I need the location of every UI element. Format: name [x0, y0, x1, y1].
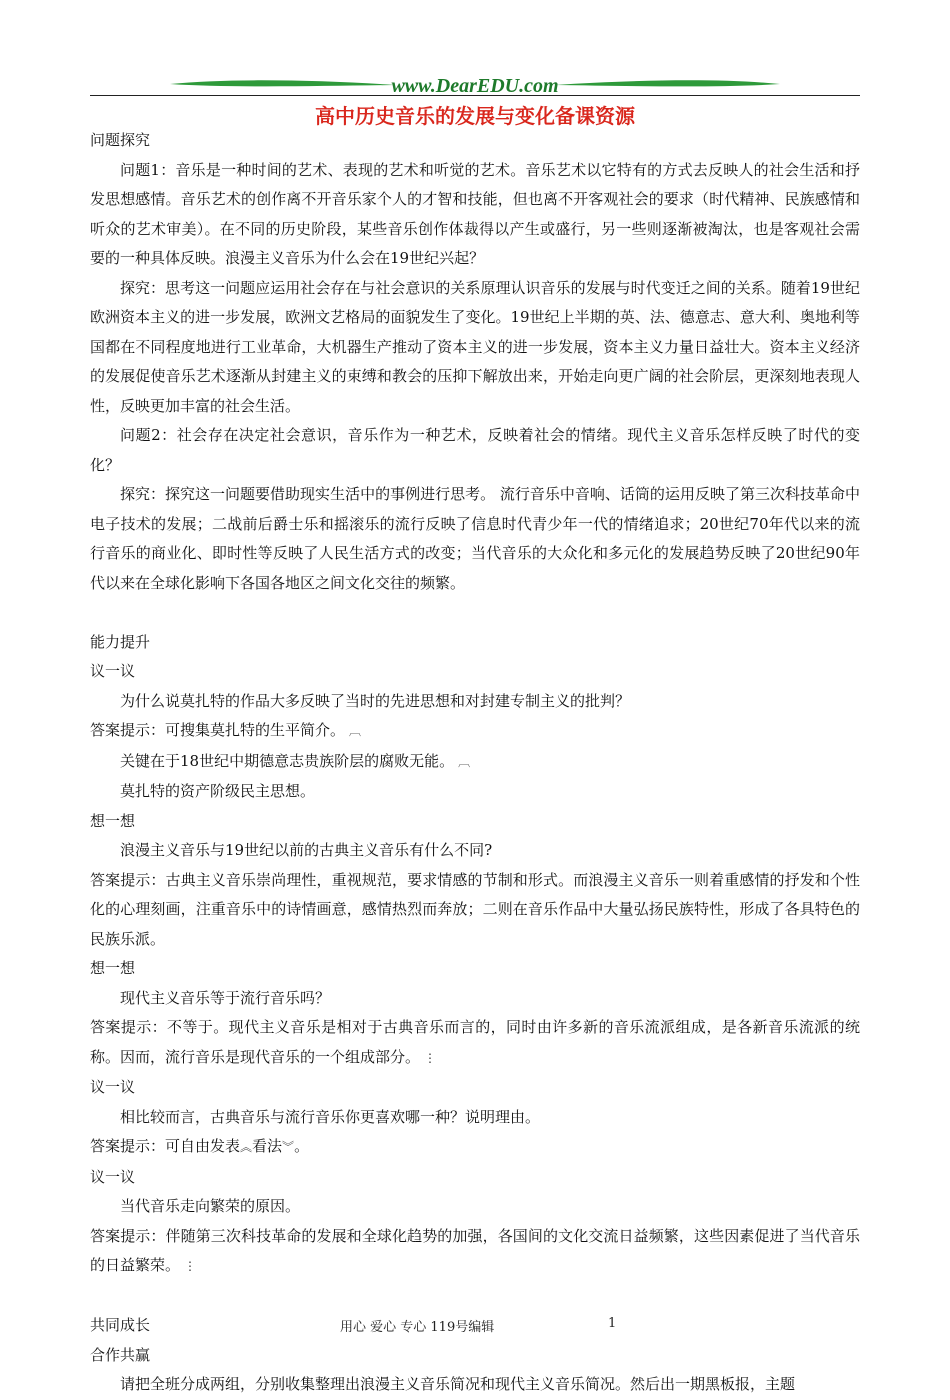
answer-text: 。: [294, 1137, 310, 1155]
block-label: 议一议: [90, 662, 136, 680]
section-subheading: 合作共赢: [90, 1345, 151, 1364]
block-answer: 答案提示：古典主义音乐崇尚理性，重视规范，要求情感的节制和形式。而浪漫主义音乐一则着重感情的抒发和个性化的心理刻画，注重音乐中的诗情画意，感情热烈而奔放；二则在音乐作品中大量弘扬民族特性，形成了各具特色的民族乐派。: [90, 870, 860, 948]
logo-swoosh-right: [555, 80, 780, 86]
block-label: 议一议: [90, 1167, 136, 1186]
dearedu-logo: [170, 70, 780, 102]
spacer: [90, 1282, 860, 1312]
chevron-down-icon: ︾: [282, 1140, 295, 1154]
block-question: 当代音乐走向繁荣的原因。: [120, 1197, 301, 1215]
vertical-dots-icon: ⋮: [424, 1050, 437, 1065]
block-answer: [90, 1013, 860, 1073]
block-label: 想一想: [90, 959, 136, 977]
block-label: 想一想: [90, 811, 136, 830]
header-rule: [90, 95, 860, 96]
section-text: 请把全班分成两组，分别收集整理出浪漫主义音乐简况和现代主义音乐简况。然后出一期黑板报，主题: [120, 1375, 796, 1393]
block-answer: [90, 716, 860, 747]
question-2: 问题2：社会存在决定社会意识，音乐作为一种艺术，反映着社会的情绪。现代主义音乐怎样反映了时代的变化？: [90, 426, 860, 474]
section-heading-inquiry: 问题探究: [90, 131, 151, 149]
question-1: 问题1：音乐是一种时间的艺术、表现的艺术和听觉的艺术。音乐艺术以它特有的方式去反映人的社会生活和抒发思想感情。音乐艺术的创作离不开音乐家个人的才智和技能，但也离不开客观社会的要求（时代精神、民族感情和听众的艺术审美）。在不同的历史阶段，某些音乐创作体裁得以产生或盛行，另一些则逐渐被淘汰，也是客观社会需要的一种具体反映。浪漫主义音乐为什么会在19世纪兴起？: [90, 160, 860, 267]
block-answer-line: [90, 747, 860, 778]
block-question: 为什么说莫扎特的作品大多反映了当时的先进思想和对封建专制主义的批判？: [120, 691, 631, 710]
chevron-up-icon: ︽: [240, 1140, 253, 1154]
vertical-dots-icon: ⋮: [184, 1259, 197, 1273]
logo-swoosh-left: [170, 80, 395, 86]
document-title: 高中历史音乐的发展与变化备课资源: [315, 104, 635, 128]
section-heading-growth: 共同成长: [90, 1316, 151, 1334]
logo-text: www.DearEDU.com: [391, 75, 559, 97]
answer-text: 答案提示：伴随第三次科技革命的发展和全球化趋势的加强，各国间的文化交流日益频繁，这些因素促进了当代音乐的日益繁荣。: [90, 1226, 860, 1274]
answer-2: 探究：探究这一问题要借助现实生活中的事例进行思考。 流行音乐中音响、话筒的运用反映了第三次科技革命中电子技术的发展；二战前后爵士乐和摇滚乐的流行反映了信息时代青少年一代的情绪追求；20世纪70年代以来的流行音乐的商业化、即时性等反映了人民生活方式的改变；当代音乐的大众化和多元化的发展趋势反映了20世纪90年代以来在全球化影响下各国各地区之间文化交往的频繁。: [90, 485, 860, 592]
bracket-mark-icon: ︹: [458, 754, 471, 769]
block-question: 相比较而言，古典音乐与流行音乐你更喜欢哪一种？说明理由。: [120, 1107, 541, 1126]
block-label: 议一议: [90, 1078, 136, 1096]
answer-text: 答案提示：不等于。现代主义音乐是相对于古典音乐而言的，同时由许多新的音乐流派组成，是各新音乐流派的统称。因而，流行音乐是现代音乐的一个组成部分。: [90, 1018, 860, 1066]
page-number: 1: [608, 1316, 617, 1331]
footer-text: 用心 爱心 专心 119号编辑: [340, 1320, 495, 1335]
block-answer-line: 莫扎特的资产阶级民主思想。: [120, 782, 316, 800]
answer-text: 答案提示：可搜集莫扎特的生平简介。: [90, 721, 346, 739]
document-body: [90, 126, 860, 1400]
block-answer: [90, 1132, 860, 1163]
block-question: 现代主义音乐等于流行音乐吗？: [120, 988, 331, 1007]
answer-text: 答案提示：可自由发表: [90, 1137, 241, 1155]
answer-1: 探究：思考这一问题应运用社会存在与社会意识的关系原理认识音乐的发展与时代变迁之间的关系。随着19世纪欧洲资本主义的进一步发展，欧洲文艺格局的面貌发生了变化。19世纪上半期的英、法、德意志、意大利、奥地利等国都在不同程度地进行工业革命，大机器生产推动了资本主义的进一步发展，资本主义力量日益壮大。资本主义经济的发展促使音乐艺术逐渐从封建主义的束缚和教会的压抑下解放出来，开始走向更广阔的社会阶层，更深刻地表现人性，反映更加丰富的社会生活。: [90, 278, 860, 415]
bracket-mark-icon: ︹: [349, 724, 362, 738]
section-heading-ability: 能力提升: [90, 632, 151, 651]
answer-text: 看法: [252, 1137, 283, 1155]
answer-text: 关键在于18世纪中期德意志贵族阶层的腐败无能。: [120, 751, 455, 770]
block-question: 浪漫主义音乐与19世纪以前的古典主义音乐有什么不同?: [120, 841, 493, 859]
spacer: [90, 598, 860, 628]
block-answer: [90, 1222, 860, 1282]
